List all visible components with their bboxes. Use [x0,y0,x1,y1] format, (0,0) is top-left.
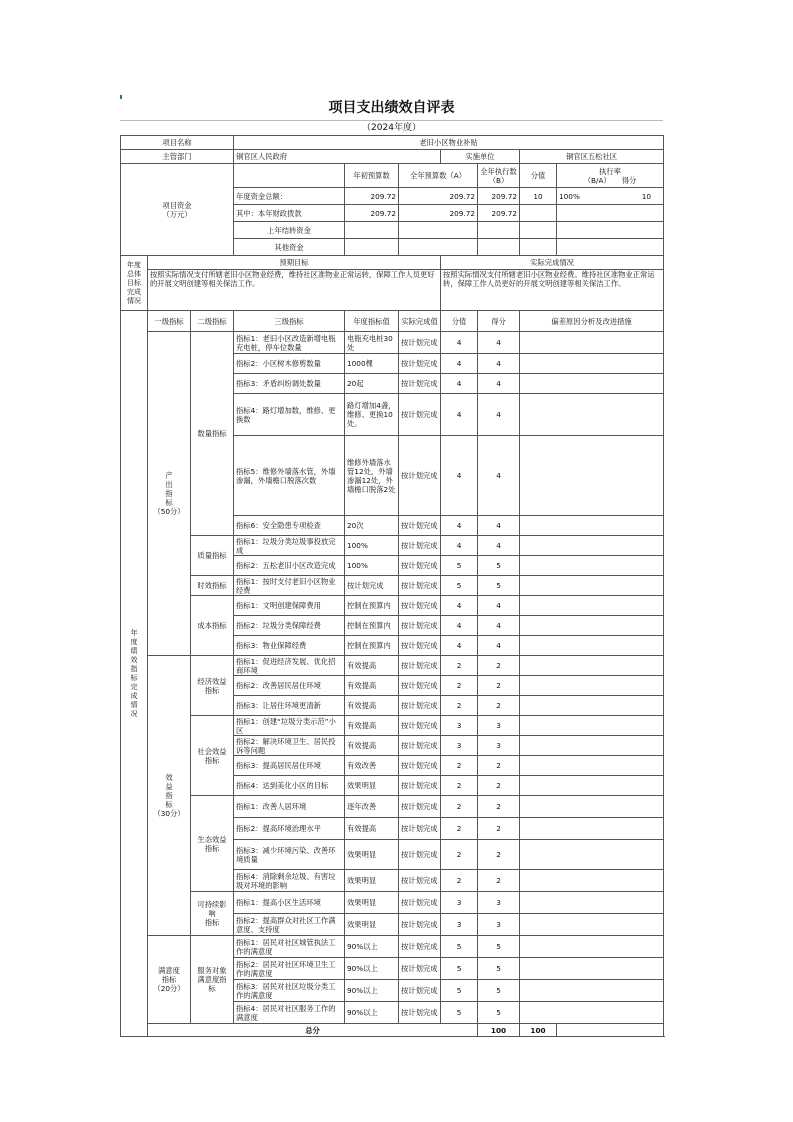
indicator-target: 按计划完成 [345,576,399,596]
indicator-actual: 按计划完成 [399,676,441,696]
indicator-note [520,616,664,636]
indicator-note [520,656,664,676]
unit-value: 铜官区五松社区 [520,150,664,164]
report-year: （2024年度） [362,123,421,133]
indicator-score: 4 [441,354,478,374]
indicator-actual: 按计划完成 [399,892,441,914]
indicator-got: 4 [478,332,520,354]
indicator-name: 指标1：老旧小区改造新增电瓶充电桩，停车位数量 [234,332,345,354]
indicator-target: 100% [345,556,399,576]
indicator-name: 指标2：居民对社区环境卫生工作的满意度 [234,958,345,980]
indicator-score: 4 [441,636,478,656]
expected-goal: 按照实际情况支付所辖老旧小区物业经费，维持社区准物业正常运转，保障工作人员更好的开展文明创建等相关保洁工作。 [148,270,441,311]
indicator-target: 效果明显 [345,840,399,870]
row-funds-header [121,164,664,188]
group-effect: 效 益 指 标 （30分） [148,656,191,936]
funds-rate: 100% [559,191,580,201]
row-indicator-header [121,311,664,332]
indicator-score: 5 [441,576,478,596]
funds-rate-got [557,239,664,256]
col-target: 年度指标值 [345,311,399,332]
indicator-score: 2 [441,696,478,716]
indicator-note [520,756,664,776]
indicator-score: 3 [441,716,478,736]
subgroup-service: 服务对象 满意度指 标 [191,936,234,1024]
indicator-name: 指标1：提高小区生活环境 [234,892,345,914]
indicator-actual: 按计划完成 [399,656,441,676]
indicator-score: 2 [441,870,478,892]
indicator-actual: 按计划完成 [399,596,441,616]
dept-label: 主管部门 [121,150,234,164]
funds-exec [478,222,520,239]
indicator-name: 指标4：路灯增加数，维修、更换数 [234,394,345,436]
group-output: 产 出 指 标 （50分） [148,332,191,656]
indicator-got: 5 [478,576,520,596]
indicator-note [520,818,664,840]
indicator-actual: 按计划完成 [399,516,441,536]
indicator-got: 5 [478,958,520,980]
indicator-note [520,374,664,394]
indicator-got: 2 [478,818,520,840]
table-row [121,576,664,596]
funds-score [520,239,557,256]
indicator-target: 控制在预算内 [345,636,399,656]
indicator-actual: 按计划完成 [399,696,441,716]
indicator-score: 3 [441,736,478,756]
indicator-name: 指标2：五松老旧小区改造完成 [234,556,345,576]
funds-rate-got [557,205,664,222]
row-goals-header [121,256,664,270]
indicator-target: 有效提高 [345,676,399,696]
project-name-label: 项目名称 [121,136,234,150]
indicator-got: 4 [478,516,520,536]
subgroup-ecological: 生态效益 指标 [191,796,234,892]
indicator-got: 4 [478,636,520,656]
indicator-note [520,354,664,374]
indicator-score: 2 [441,840,478,870]
indicator-actual: 按计划完成 [399,870,441,892]
funds-exec [478,239,520,256]
indicator-score: 2 [441,818,478,840]
indicator-got: 2 [478,756,520,776]
indicator-score: 4 [441,516,478,536]
funds-initial: 209.72 [345,188,399,205]
col-ind-score: 分值 [441,311,478,332]
indicator-note [520,1002,664,1024]
subgroup-cost: 成本指标 [191,596,234,656]
indicator-actual: 按计划完成 [399,374,441,394]
evaluation-sheet [120,96,663,1037]
indicator-actual: 按计划完成 [399,736,441,756]
group-satisfaction: 满意度 指标 （20分） [148,936,191,1024]
indicator-score: 3 [441,892,478,914]
indicator-got: 3 [478,892,520,914]
funds-rate-got [557,222,664,239]
indicator-note [520,840,664,870]
col-rate-got [557,164,664,188]
col-ind-got: 得分 [478,311,520,332]
subgroup-sustainable: 可持续影 响 指标 [191,892,234,936]
indicator-target: 有效提高 [345,818,399,840]
table-row [121,536,664,556]
indicator-name: 指标6：安全隐患专项检查 [234,516,345,536]
indicator-note [520,776,664,796]
indicator-note [520,576,664,596]
indicator-name: 指标3：减少环境污染、改善环境质量 [234,840,345,870]
indicator-name: 指标1：按时支付老旧小区物业经费 [234,576,345,596]
table-row [121,796,664,818]
indicator-target: 90%以上 [345,1002,399,1024]
indicator-actual: 按计划完成 [399,716,441,736]
indicator-name: 指标4：居民对社区服务工作的满意度 [234,1002,345,1024]
indicator-target: 维修外墙落水管12处，外墙渗漏12处，外墙檐口脱落2处 [345,436,399,516]
funds-label: 项目资金 （万元） [121,164,234,256]
table-row [121,716,664,736]
subgroup-quantity: 数量指标 [191,332,234,536]
indicator-score: 5 [441,936,478,958]
indicator-target: 效果明显 [345,776,399,796]
row-project-name [121,136,664,150]
indicator-note [520,436,664,516]
indicator-got: 2 [478,676,520,696]
funds-header-blank [234,164,345,188]
indicator-got: 4 [478,394,520,436]
total-note [557,1024,664,1037]
indicator-name: 指标2：小区树木修剪数量 [234,354,345,374]
subgroup-quality: 质量指标 [191,536,234,576]
indicator-actual: 按计划完成 [399,576,441,596]
table-row [121,596,664,616]
table-row [121,332,664,354]
funds-exec: 209.72 [478,188,520,205]
indicator-note [520,958,664,980]
indicator-name: 指标4：达到美化小区的目标 [234,776,345,796]
indicator-target: 电瓶充电桩30处 [345,332,399,354]
indicator-score: 4 [441,596,478,616]
indicator-score: 2 [441,776,478,796]
indicator-note [520,716,664,736]
indicator-name: 指标5：维修外墙落水管，外墙渗漏，外墙檐口脱落次数 [234,436,345,516]
indicator-name: 指标4：消除剩余垃圾、有害垃圾对环境的影响 [234,870,345,892]
indicator-actual: 按计划完成 [399,980,441,1002]
funds-row-label: 年度资金总额： [234,188,345,205]
indicator-got: 3 [478,914,520,936]
indicator-got: 2 [478,840,520,870]
indicator-target: 有效提高 [345,656,399,676]
indicator-target: 控制在预算内 [345,596,399,616]
indicator-got: 2 [478,870,520,892]
funds-initial: 209.72 [345,205,399,222]
indicator-name: 指标2：提高环境治理水平 [234,818,345,840]
funds-full: 209.72 [399,205,478,222]
indicator-score: 2 [441,756,478,776]
indicator-name: 指标3：居民对社区垃圾分类工作的满意度 [234,980,345,1002]
actual-result: 按照实际情况支付所辖老旧小区物业经费。维持社区准物业正常运转，保障工作人员更好的开展文明创建等相关保洁工作。 [441,270,664,311]
funds-row-label: 其他资金 [234,239,345,256]
indicator-got: 4 [478,374,520,394]
indicator-score: 2 [441,796,478,818]
subgroup-economic: 经济效益 指标 [191,656,234,716]
indicator-score: 5 [441,1002,478,1024]
total-got: 100 [520,1024,557,1037]
funds-exec: 209.72 [478,205,520,222]
dept-value: 铜官区人民政府 [234,150,441,164]
indicator-got: 5 [478,980,520,1002]
indicator-target: 有效提高 [345,716,399,736]
indicator-note [520,332,664,354]
unit-label: 实施单位 [441,150,520,164]
indicator-actual: 按计划完成 [399,756,441,776]
indicator-note [520,636,664,656]
col-l1: 一级指标 [148,311,191,332]
indicator-got: 4 [478,616,520,636]
indicator-name: 指标1：文明创建保障费用 [234,596,345,616]
funds-score [520,222,557,239]
indicator-actual: 按计划完成 [399,776,441,796]
indicator-note [520,980,664,1002]
indicator-target: 100% [345,536,399,556]
indicator-actual: 按计划完成 [399,936,441,958]
funds-score: 10 [520,188,557,205]
indicator-target: 效果明显 [345,892,399,914]
indicator-got: 2 [478,696,520,716]
indicator-got: 2 [478,656,520,676]
indicator-actual: 按计划完成 [399,914,441,936]
col-l3: 三级指标 [234,311,345,332]
indicator-target: 90%以上 [345,958,399,980]
indicator-score: 4 [441,394,478,436]
indicator-name: 指标3：物业保障经费 [234,636,345,656]
funds-got: 10 [641,191,652,201]
indicator-score: 4 [441,436,478,516]
subgroup-timeliness: 时效指标 [191,576,234,596]
indicator-got: 4 [478,596,520,616]
indicator-got: 5 [478,1002,520,1024]
indicator-note [520,556,664,576]
indicator-score: 4 [441,616,478,636]
indicator-note [520,394,664,436]
indicator-got: 4 [478,536,520,556]
indicator-target: 有效改善 [345,756,399,776]
indicator-got: 5 [478,936,520,958]
indicator-name: 指标1：创建“垃圾分类示范”小区 [234,716,345,736]
indicator-got: 4 [478,436,520,516]
indicator-target: 效果明显 [345,870,399,892]
indicator-score: 5 [441,958,478,980]
page-title: 项目支出绩效自评表 [120,96,663,121]
indicator-score: 2 [441,676,478,696]
indicator-actual: 按计划完成 [399,556,441,576]
indicator-score: 2 [441,656,478,676]
indicator-name: 指标3：让居住环境更清新 [234,696,345,716]
indicator-score: 5 [441,980,478,1002]
indicator-actual: 按计划完成 [399,958,441,980]
funds-initial [345,222,399,239]
indicator-name: 指标2：垃圾分类保障经费 [234,616,345,636]
indicator-actual: 按计划完成 [399,616,441,636]
indicator-score: 3 [441,914,478,936]
indicator-actual: 按计划完成 [399,796,441,818]
row-dept [121,150,664,164]
indicator-actual: 按计划完成 [399,818,441,840]
indicator-got: 5 [478,556,520,576]
col-score: 分值 [520,164,557,188]
indicator-actual: 按计划完成 [399,536,441,556]
col-got: 得分 [621,175,637,185]
expected-label: 预期目标 [148,256,441,270]
actual-label: 实际完成情况 [441,256,664,270]
table-row [121,892,664,914]
row-goals-content [121,270,664,311]
indicator-name: 指标1：垃圾分类垃圾事投放完成 [234,536,345,556]
goals-side-label: 年度 总体 目标 完成 情况 [121,256,148,311]
col-l2: 二级指标 [191,311,234,332]
indicator-note [520,596,664,616]
indicator-note [520,696,664,716]
indicator-got: 2 [478,776,520,796]
indicator-note [520,796,664,818]
indicator-note [520,516,664,536]
row-total [121,1024,664,1037]
indicator-name: 指标2：提高群众对社区工作满意度、支持度 [234,914,345,936]
table-row [121,656,664,676]
indicator-note [520,870,664,892]
indicator-target: 90%以上 [345,936,399,958]
indicator-note [520,536,664,556]
indicator-name: 指标1：促进经济发展、优化招商环境 [234,656,345,676]
funds-score [520,205,557,222]
indicator-target: 效果明显 [345,914,399,936]
subgroup-social: 社会效益 指标 [191,716,234,796]
total-label: 总分 [148,1024,478,1037]
indicator-note [520,676,664,696]
funds-full [399,239,478,256]
indicator-target: 1000棵 [345,354,399,374]
project-name-value: 老旧小区物业补贴 [234,136,664,150]
indicator-actual: 按计划完成 [399,1002,441,1024]
indicator-score: 4 [441,332,478,354]
col-note: 偏差原因分析及改进措施 [520,311,664,332]
indicator-score: 5 [441,556,478,576]
indicator-note [520,936,664,958]
indicator-target: 路灯增加4盏，维修、更换10处。 [345,394,399,436]
indicator-target: 有效提高 [345,696,399,716]
indicator-name: 指标2：解决环境卫生、居民投诉等问题 [234,736,345,756]
table-row [121,936,664,958]
indicator-note [520,914,664,936]
funds-full [399,222,478,239]
indicator-target: 控制在预算内 [345,616,399,636]
funds-initial [345,239,399,256]
indicator-actual: 按计划完成 [399,840,441,870]
indicator-actual: 按计划完成 [399,332,441,354]
indicator-name: 指标3：提高居民居住环境 [234,756,345,776]
indicator-target: 有效提高 [345,736,399,756]
indicator-score: 4 [441,536,478,556]
indicator-got: 2 [478,796,520,818]
funds-full: 209.72 [399,188,478,205]
col-exec: 全年执行数（B） [478,164,520,188]
indicator-target: 20起 [345,374,399,394]
indicator-got: 3 [478,716,520,736]
indicator-target: 逐年改善 [345,796,399,818]
indicator-name: 指标3：矛盾纠纷调处数量 [234,374,345,394]
col-initial: 年初预算数 [345,164,399,188]
indicator-score: 4 [441,374,478,394]
indicator-target: 20次 [345,516,399,536]
funds-row-label: 其中：本年财政拨款 [234,205,345,222]
total-score: 100 [478,1024,520,1037]
indicator-got: 3 [478,736,520,756]
indicators-side-label: 年 度 绩 效 指 标 完 成 情 况 [121,311,148,1037]
indicator-actual: 按计划完成 [399,436,441,516]
indicator-note [520,736,664,756]
col-rate: 执行率 （B/A） [583,166,621,185]
funds-rate-got [557,188,664,205]
col-full: 全年预算数（A） [399,164,478,188]
evaluation-table [120,135,664,1037]
indicator-actual: 按计划完成 [399,354,441,374]
col-actual: 实际完成值 [399,311,441,332]
indicator-name: 指标2：改善居民居住环境 [234,676,345,696]
indicator-actual: 按计划完成 [399,636,441,656]
indicator-note [520,892,664,914]
indicator-target: 90%以上 [345,980,399,1002]
indicator-got: 4 [478,354,520,374]
indicator-name: 指标1：居民对社区城管执法工作的满意度 [234,936,345,958]
indicator-actual: 按计划完成 [399,394,441,436]
indicator-name: 指标1：改善人居环境 [234,796,345,818]
funds-row-label: 上年结转资金 [234,222,345,239]
